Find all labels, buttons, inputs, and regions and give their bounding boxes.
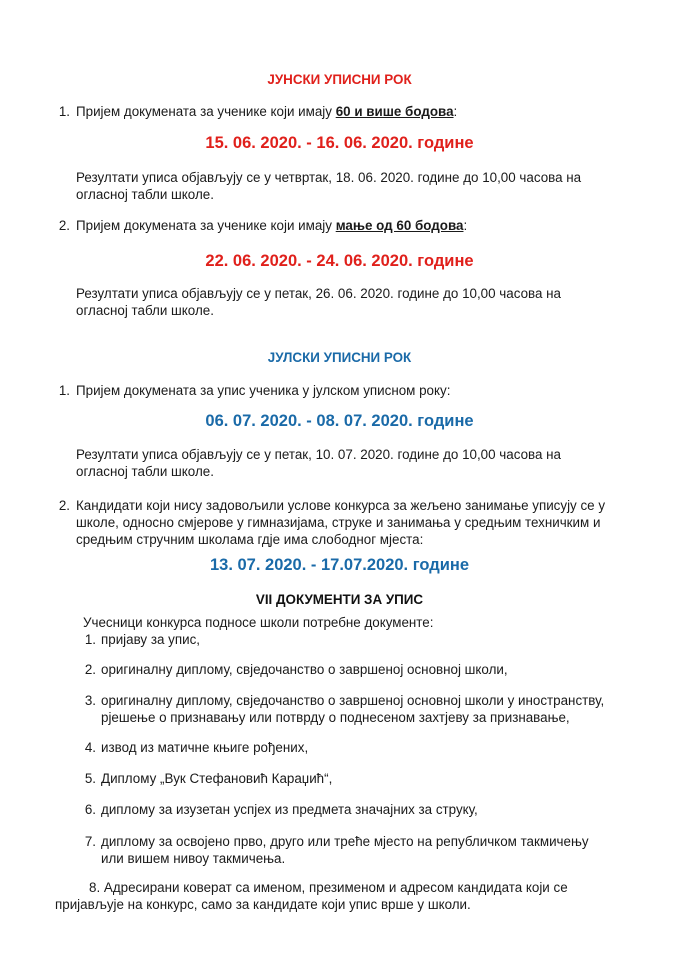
june-item-2-text-post: : <box>463 218 468 233</box>
june-item-1-dates: 15. 06. 2020. - 16. 06. 2020. године <box>205 134 474 152</box>
july-item-2-dates: 13. 07. 2020. - 17.07.2020. године <box>209 556 470 574</box>
june-item-1-text-pre: Пријем докумената за ученике који имају <box>76 104 336 119</box>
june-item-1-text <box>76 104 457 119</box>
document-item-text: Диплому „Вук Стефановић Караџић“, <box>101 771 333 786</box>
july-section-title: ЈУЛСКИ УПИСНИ РОК <box>267 350 412 365</box>
june-item-2-emphasis: мање од 60 бодова <box>335 218 464 233</box>
july-item-1-number: 1. <box>58 383 70 398</box>
july-item-2-line-1: Кандидати који нису задовољили услове конкурса за жељено занимање уписују се у <box>76 498 606 513</box>
june-item-2-number: 2. <box>58 218 70 233</box>
june-item-2-text <box>76 218 467 233</box>
document-item-text: извод из матичне књиге рођених, <box>101 740 309 755</box>
document-item-number: 3. <box>84 693 96 708</box>
july-item-1-result-line-2: огласној табли школе. <box>76 464 214 479</box>
july-item-2-line-2: школе, односно смјерове у гимназијама, струке и занимања у средњим техничким и <box>76 515 601 530</box>
document-item-text-continued: рјешење о признавању или потврду о поднесеном захтјеву за признавање, <box>101 710 570 725</box>
document-item-8-line-1: 8. Адресирани коверат са именом, презименом и адресом кандидата који се <box>89 880 568 895</box>
june-item-1-text-post: : <box>453 104 458 119</box>
documents-section-title: VII ДОКУМЕНТИ ЗА УПИС <box>255 592 424 607</box>
june-section-title: ЈУНСКИ УПИСНИ РОК <box>267 72 412 87</box>
june-item-1-result-line-2: огласној табли школе. <box>76 187 214 202</box>
document-item-text: диплому за освојено прво, друго или треће мјесто на републичком такмичењу <box>101 834 589 849</box>
document-item-number: 1. <box>84 632 96 647</box>
july-item-1-result-line-1: Резултати уписа објављују се у петак, 10. 07. 2020. године до 10,00 часова на <box>76 447 561 462</box>
document-item-number: 5. <box>84 771 96 786</box>
june-item-2-result-line-2: огласној табли школе. <box>76 303 214 318</box>
july-item-1-dates: 06. 07. 2020. - 08. 07. 2020. године <box>205 412 474 430</box>
document-item-text: оригиналну диплому, свједочанство о завршеној основној школи, <box>101 662 508 677</box>
document-item-text: диплому за изузетан успјех из предмета значајних за струку, <box>101 802 478 817</box>
document-item-number: 4. <box>84 740 96 755</box>
document-item-text: оригиналну диплому, свједочанство о завршеној основној школи у иностранству, <box>101 693 605 708</box>
june-item-2-dates: 22. 06. 2020. - 24. 06. 2020. године <box>205 252 474 270</box>
document-item-number: 2. <box>84 662 96 677</box>
document-item-number: 7. <box>84 834 96 849</box>
june-item-2-text-pre: Пријем докумената за ученике који имају <box>76 218 336 233</box>
document-item-number: 6. <box>84 802 96 817</box>
july-item-2-line-3: средњим стручним школама гдје има слободног мјеста: <box>76 532 424 547</box>
june-item-1-number: 1. <box>58 104 70 119</box>
july-item-1-text: Пријем докумената за упис ученика у јулском уписном року: <box>76 383 451 398</box>
june-item-1-emphasis: 60 и више бодова <box>335 104 454 119</box>
july-item-2-number: 2. <box>58 498 70 513</box>
june-item-1-result-line-1: Резултати уписа објављују се у четвртак, 18. 06. 2020. године до 10,00 часова на <box>76 170 582 185</box>
document-item-text-continued: или вишем нивоу такмичења. <box>101 851 286 866</box>
documents-intro: Учесници конкурса подносе школи потребне документе: <box>83 615 434 630</box>
document-item-8-line-2: пријављује на конкурс, само за кандидате који упис врше у школи. <box>55 897 471 912</box>
june-item-2-result-line-1: Резултати уписа објављују се у петак, 26. 06. 2020. године до 10,00 часова на <box>76 286 561 301</box>
document-item-text: пријаву за упис, <box>101 632 200 647</box>
